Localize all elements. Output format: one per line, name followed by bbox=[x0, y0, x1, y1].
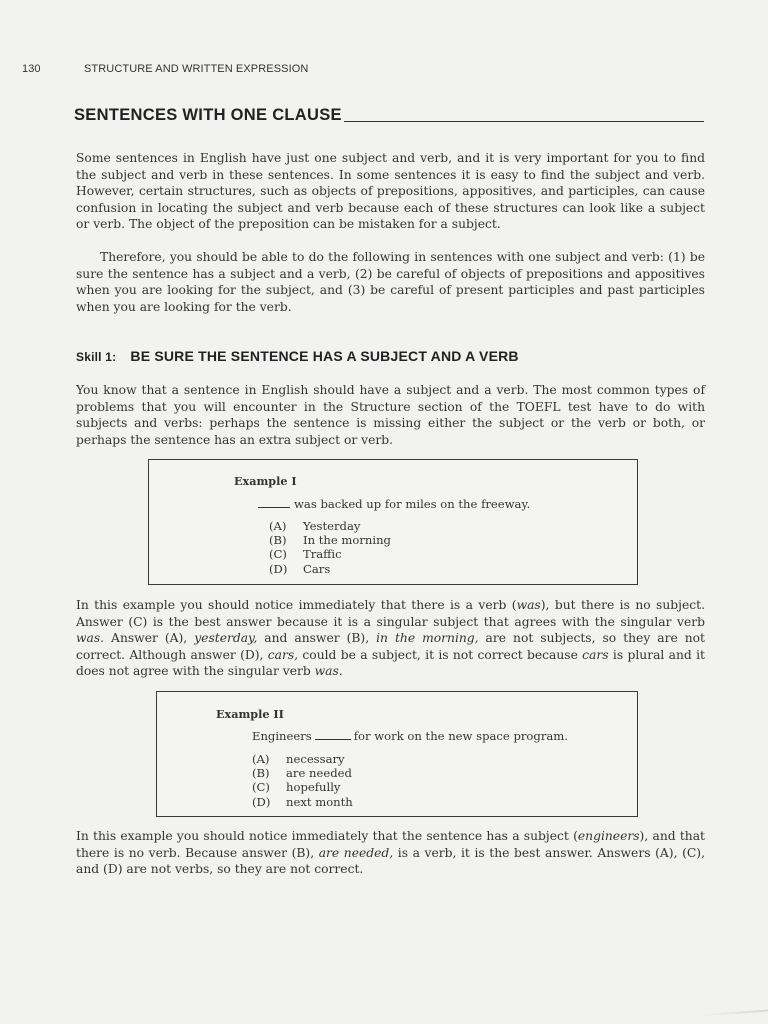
option-item: (B) In the morning bbox=[269, 533, 391, 548]
page-scratch-mark bbox=[698, 1010, 768, 1017]
explanation-paragraph-1: In this example you should notice immediately that there is a verb (was), but there is no subject. Answer (C) is the best answer because it is a singular subject that agrees with the singular verb was. Answer (A), yesterday, and answer (B), in the morning, are not subjects, so they are not correct. Although answer (D), cars, could be a subject, it is not correct because cars is plural and it does not agree with the singular verb was. bbox=[76, 598, 706, 679]
option-item: (C) Traffic bbox=[269, 547, 342, 562]
example-title: Example I bbox=[234, 474, 297, 488]
option-list bbox=[252, 752, 353, 809]
intro-paragraph-2: Therefore, you should be able to do the following in sentences with one subject and verb: (1) be sure the sentence has a subject and a verb, (2) be careful of objects of prepositions and appositives when you are looking for the subject, and (3) be careful of present participles and past participles when you are looking for the verb. bbox=[76, 250, 705, 314]
option-item: (D) next month bbox=[252, 794, 353, 809]
option-item: (B) are needed bbox=[252, 766, 352, 781]
option-item: (C) hopefully bbox=[252, 780, 341, 795]
option-item: (D) Cars bbox=[269, 561, 331, 576]
explanation-paragraph-2: In this example you should notice immediately that the sentence has a subject (engineers), and that there is no verb. Because answer (B), are needed, is a verb, it is the best answer. Answers (A), (C), and (D) are not verbs, so they are not correct. bbox=[76, 829, 705, 877]
example-box-1 bbox=[148, 459, 638, 585]
skill-heading bbox=[76, 348, 519, 364]
section-title bbox=[74, 106, 704, 125]
option-list bbox=[269, 519, 391, 576]
answer-blank bbox=[258, 497, 290, 508]
example-title: Example II bbox=[216, 707, 284, 721]
skill-label: Skill 1: bbox=[76, 350, 117, 364]
running-header bbox=[22, 63, 308, 75]
stem-text: Engineers bbox=[252, 729, 312, 743]
title-underline bbox=[344, 121, 704, 122]
page-number: 130 bbox=[22, 63, 41, 75]
stem-text: for work on the new space program. bbox=[353, 729, 568, 743]
option-item: (A) necessary bbox=[252, 752, 345, 766]
skill-paragraph: You know that a sentence in English should have a subject and a verb. The most common types of problems that you will encounter in the Structure section of the TOEFL test have to do with subjects and verbs: perhaps the sentence is missing either the subject or the verb or both, or perhaps the sentence has an extra subject or verb. bbox=[76, 383, 705, 447]
skill-title: BE SURE THE SENTENCE HAS A SUBJECT AND A VERB bbox=[130, 348, 519, 364]
stem-text: was backed up for miles on the freeway. bbox=[294, 497, 531, 511]
example-box-2 bbox=[156, 691, 638, 817]
intro-paragraph-1: Some sentences in English have just one subject and verb, and it is very important for you to find the subject and verb in these sentences. In some sentences it is easy to find the subject and verb. However, certain structures, such as objects of prepositions, appositives, and participles, can cause confusion in locating the subject and verb because each of these structures can look like a subject or verb. The object of the preposition can be mistaken for a subject. bbox=[76, 151, 705, 232]
section-title-text: SENTENCES WITH ONE CLAUSE bbox=[74, 106, 342, 124]
option-item: (A) Yesterday bbox=[269, 519, 361, 533]
running-title: STRUCTURE AND WRITTEN EXPRESSION bbox=[84, 63, 309, 75]
example-stem bbox=[258, 497, 530, 511]
answer-blank bbox=[315, 729, 351, 740]
example-stem bbox=[252, 729, 568, 743]
